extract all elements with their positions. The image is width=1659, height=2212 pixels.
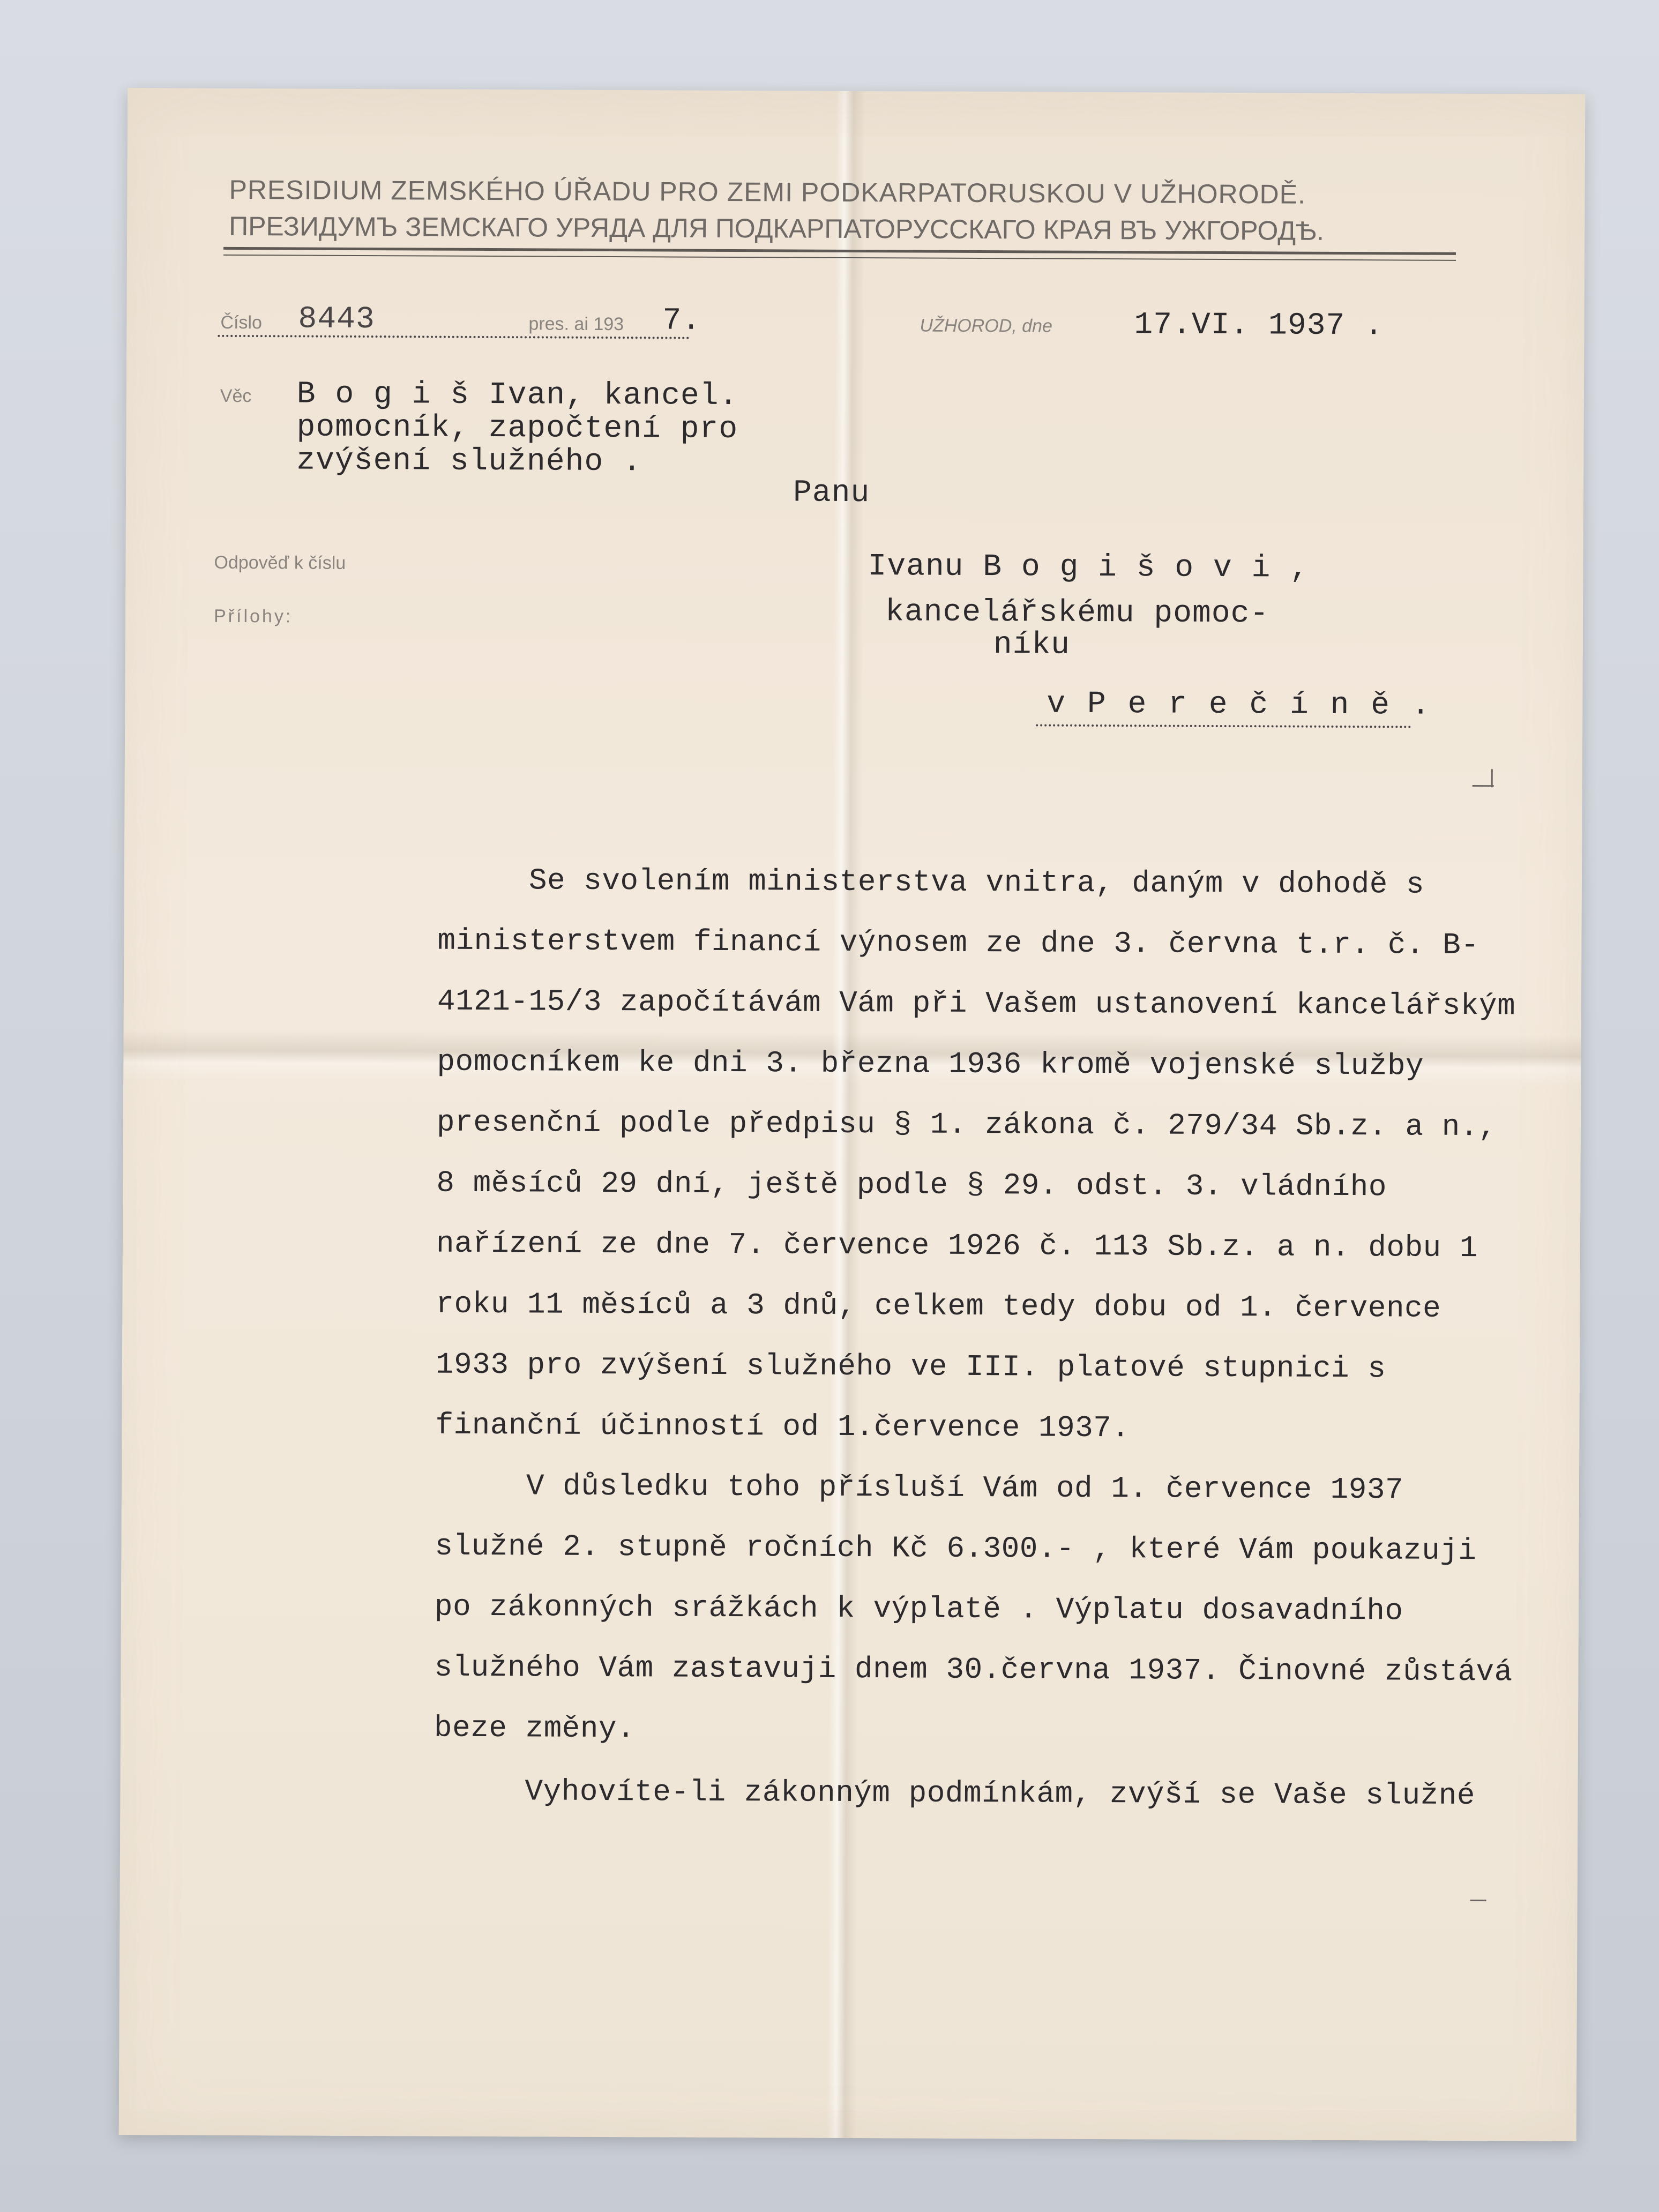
letter-paper <box>119 88 1586 2141</box>
fold-mark <box>1470 1900 1486 1901</box>
place-label: UŽHOROD, dne <box>920 315 1053 337</box>
recipient-title-1: kancelářskému pomoc- <box>885 595 1269 632</box>
reply-label: Odpověď k číslu <box>214 552 346 573</box>
pres-year: 7. <box>662 303 701 339</box>
fold-mark <box>1491 769 1493 787</box>
body-paragraph-1: Se svolením ministerstva vnitra, daným v dohodě s ministerstvem financí výnosem ze dne 3. června t.r. č. B-4121-15/3 započítávám Vám při Vašem ustanovení kancelářským pomocníkem ke dni 3. března 1936 kromě vojenské služby presenční podle předpisu § 1. zákona č. 279/34 Sb.z. a n., 8 měsíců 29 dní, ještě podle § 29. odst. 3. vládního nařízení ze dne 7. července 1926 č. 113 Sb.z. a n. dobu 1 roku 11 měsíců a 3 dnů, celkem tedy dobu od 1. července 1933 pro zvýšení služného ve III. platové stupnici s finanční účinností od 1.července 1937. <box>435 863 1516 1446</box>
recipient-name: Ivanu B o g i š o v i , <box>868 549 1310 586</box>
recipient-place-rule <box>1036 724 1411 728</box>
number-value: 8443 <box>298 302 375 338</box>
letterhead-rule <box>223 247 1456 255</box>
salutation: Panu <box>793 475 870 511</box>
subject-line-2: pomocník, započtení pro <box>296 410 738 447</box>
attachments-label: Přílohy: <box>213 606 293 627</box>
number-label: Číslo <box>220 312 262 333</box>
body-paragraph-3: Vyhovíte-li zákonným podmínkám, zvýší se Vaše služné <box>525 1774 1476 1813</box>
letterhead-cyrillic: ПРЕЗИДУМЪ ЗЕМСКАГО УРЯДА ДЛЯ ПОДКАРПАТОРУССКАГО КРАЯ ВЪ УЖГОРОДѢ. <box>229 211 1325 246</box>
subject-line-3: zvýšení služného . <box>296 443 642 480</box>
letterhead-rule-thin <box>223 255 1456 261</box>
subject-line-1: B o g i š Ivan, kancel. <box>296 377 738 414</box>
date-value: 17.VI. 1937 . <box>1134 308 1384 344</box>
subject-label: Věc <box>220 385 252 407</box>
pres-label: pres. ai 193 <box>528 313 624 335</box>
number-rule <box>218 335 689 339</box>
body-paragraph-2: V důsledku toho přísluší Vám od 1. července 1937 služné 2. stupně ročních Kč 6.300.- , které Vám poukazuji po zákonných srážkách k výplatě . Výplatu dosavadního služného Vám zastavuji dnem 30.června 1937. Činovné zůstává beze změny. <box>434 1469 1513 1746</box>
recipient-place: v P e r e č í n ě . <box>1047 686 1432 723</box>
letterhead-czech: PRESIDIUM ZEMSKÉHO ÚŘADU PRO ZEMI PODKARPATORUSKOU V UŽHORODĚ. <box>229 174 1306 210</box>
recipient-title-2: níku <box>993 627 1071 663</box>
